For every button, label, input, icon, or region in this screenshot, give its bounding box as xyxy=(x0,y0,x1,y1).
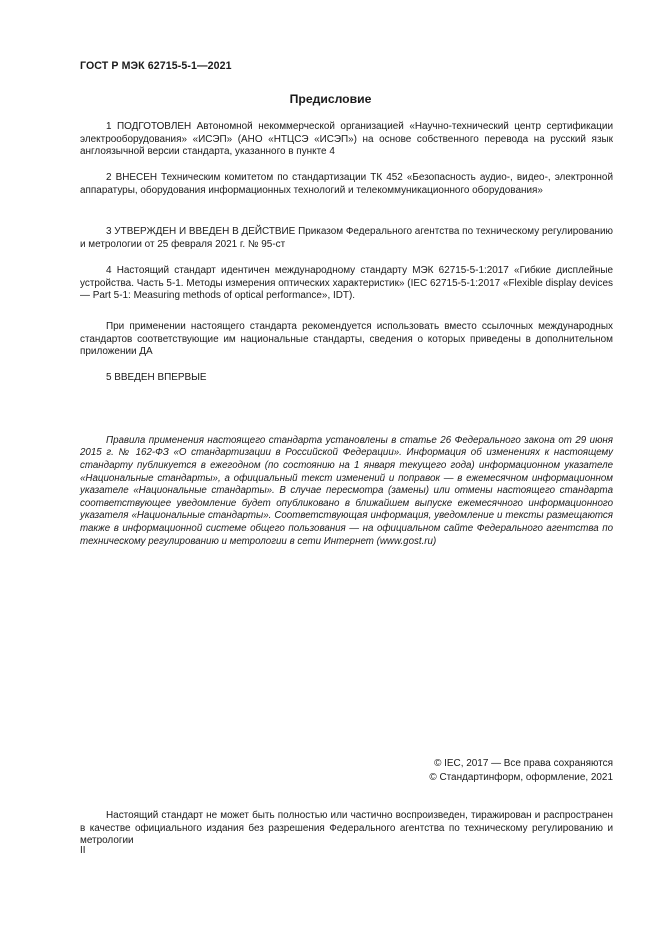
page-title: Предисловие xyxy=(289,92,372,106)
standard-code-header: ГОСТ Р МЭК 62715-5-1—2021 xyxy=(80,60,232,72)
reproduction-notice: Настоящий стандарт не может быть полностью или частично воспроизведен, тиражирован и распространен в качестве официального издания без разрешения Федерального агентства по техническому регулированию и метрологии xyxy=(80,809,613,847)
paragraph-approved: 3 УТВЕРЖДЕН И ВВЕДЕН В ДЕЙСТВИЕ Приказом Федерального агентства по техническому регулированию и метрологии от 25 февраля 2021 г. № 95-ст xyxy=(80,226,613,250)
paragraph-first-introduced: 5 ВВЕДЕН ВПЕРВЫЕ xyxy=(106,372,207,383)
copyright-iec: © IEC, 2017 — Все права сохраняются xyxy=(434,758,613,769)
copyright-standartinform: © Стандартинформ, оформление, 2021 xyxy=(429,772,613,783)
paragraph-identical-standard: 4 Настоящий стандарт идентичен международному стандарту МЭК 62715-5-1:2017 «Гибкие дисплейные устройства. Часть 5-1. Методы измерения оптических характеристик» (IEC 62715-5-1:2017 «Flexible display devices — Part 5-1: Measuring methods of optical performance», IDT). xyxy=(80,265,613,302)
paragraph-introduced-by: 2 ВНЕСЕН Техническим комитетом по стандартизации ТК 452 «Безопасность аудио-, видео-, электронной аппаратуры, оборудования информационных технологий и телекоммуникационного оборудования» xyxy=(80,172,613,196)
paragraph-reference-standards: При применении настоящего стандарта рекомендуется использовать вместо ссылочных международных стандартов соответствующие им национальные стандарты, сведения о которых приведены в дополнительном приложении ДА xyxy=(80,321,613,358)
application-rules-notice: Правила применения настоящего стандарта установлены в статье 26 Федерального закона от 29 июня 2015 г. № 162-ФЗ «О стандартизации в Российской Федерации». Информация об изменениях к настоящему стандарту публикуется в ежегодном (по состоянию на 1 января текущего года) информационном указателе «Национальные стандарты», а официальный текст изменений и поправок — в ежемесячном информационном указателе «Национальные стандарты». В случае пересмотра (замены) или отмены настоящего стандарта соответствующее уведомление будет опубликовано в ближайшем выпуске ежемесячного информационного указателя «Национальные стандарты». Соответствующая информация, уведомление и тексты размещаются также в информационной системе общего пользования — на официальном сайте Федерального агентства по техническому регулированию и метрологии в сети Интернет (www.gost.ru) xyxy=(80,434,613,547)
copyright-block xyxy=(429,757,613,785)
page-number: II xyxy=(80,845,86,856)
paragraph-prepared-by: 1 ПОДГОТОВЛЕН Автономной некоммерческой организацией «Научно-технический центр сертификации электрооборудования» «ИСЭП» (АНО «НТЦСЭ «ИСЭП») на основе собственного перевода на русский язык англоязычной версии стандарта, указанного в пункте 4 xyxy=(80,121,613,158)
